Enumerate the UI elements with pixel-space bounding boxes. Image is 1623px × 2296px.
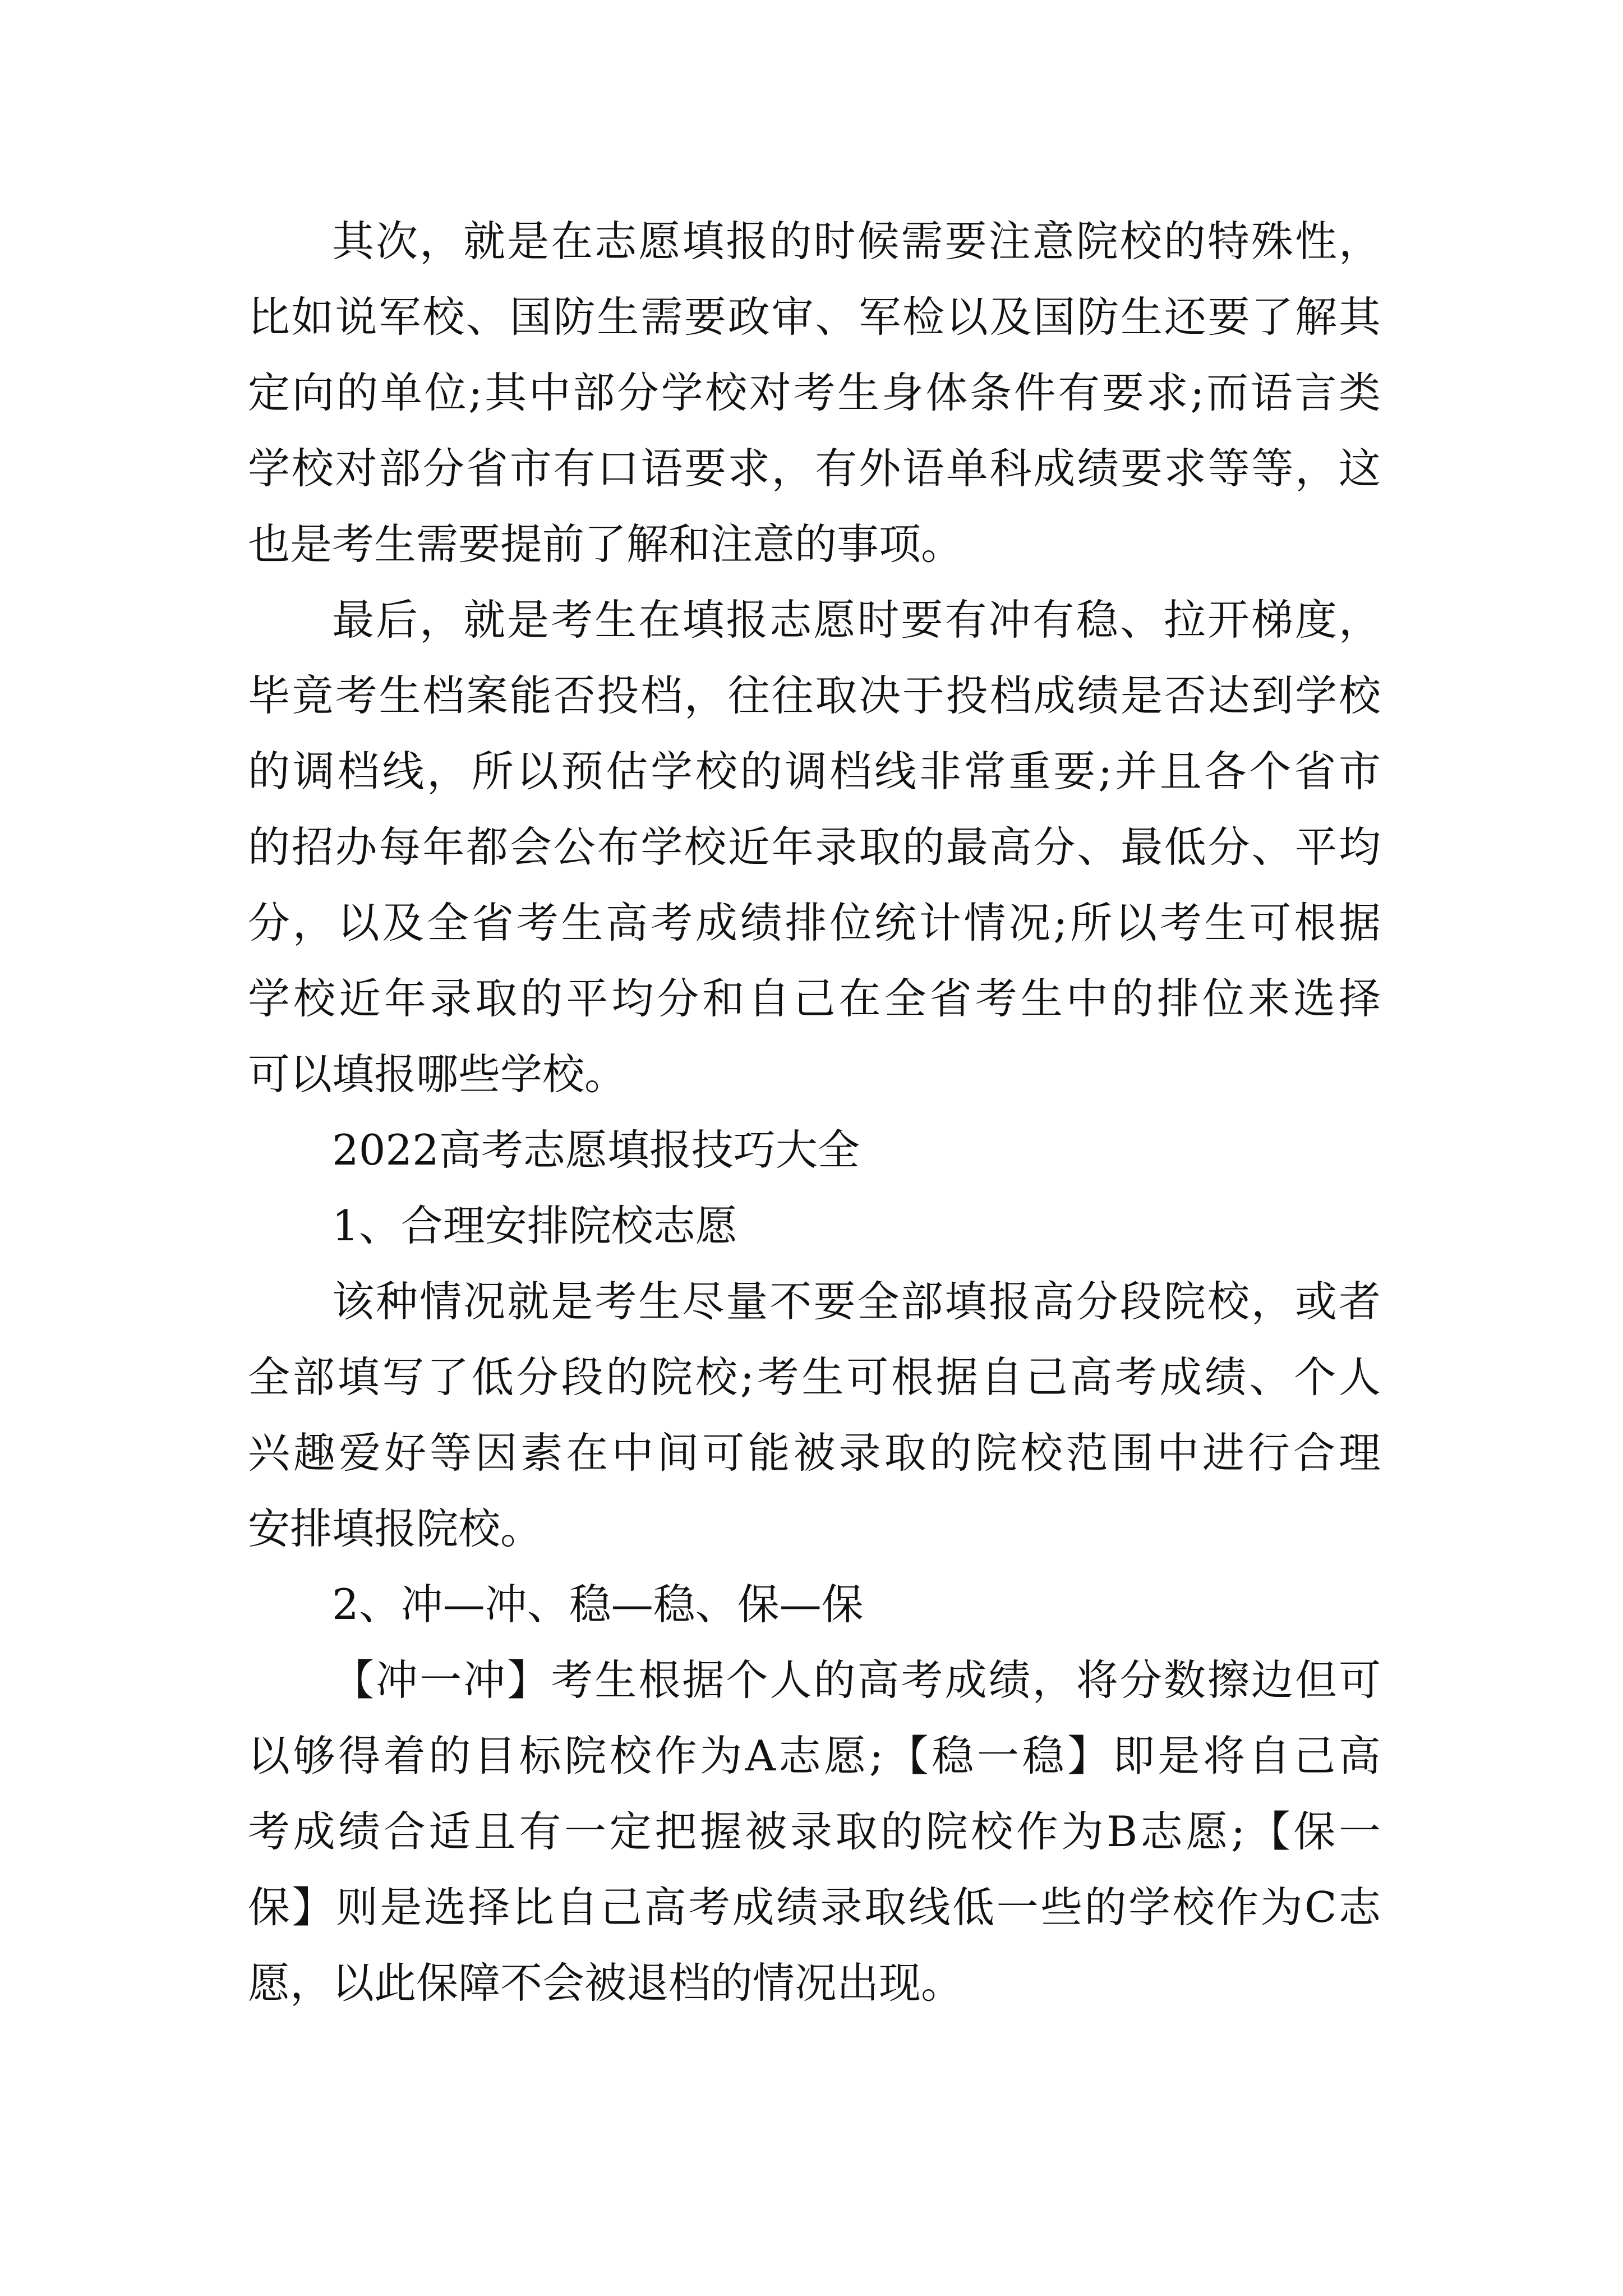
paragraph-line: 的调档线，所以预估学校的调档线非常重要;并且各个省市 <box>248 747 1381 796</box>
paragraph-line: 比如说军校、国防生需要政审、军检以及国防生还要了解其 <box>248 292 1381 342</box>
paragraph-line: 【冲一冲】考生根据个人的高考成绩，将分数擦边但可 <box>332 1655 1381 1705</box>
subsection-title: 2、冲—冲、稳—稳、保—保 <box>332 1580 864 1629</box>
paragraph-line: 也是考生需要提前了解和注意的事项。 <box>248 519 963 569</box>
paragraph-line: 该种情况就是考生尽量不要全部填报高分段院校，或者 <box>332 1277 1381 1326</box>
section-title: 2022高考志愿填报技巧大全 <box>332 1125 860 1175</box>
paragraph-line: 定向的单位;其中部分学校对考生身体条件有要求;而语言类 <box>248 368 1381 417</box>
paragraph-line: 全部填写了低分段的院校;考生可根据自己高考成绩、个人 <box>248 1352 1381 1402</box>
paragraph-line: 学校近年录取的平均分和自己在全省考生中的排位来选择 <box>248 974 1381 1023</box>
paragraph-line: 安排填报院校。 <box>248 1504 543 1553</box>
paragraph-line: 分，以及全省考生高考成绩排位统计情况;所以考生可根据 <box>248 898 1381 947</box>
paragraph-line: 考成绩合适且有一定把握被录取的院校作为B志愿;【保一 <box>248 1807 1381 1856</box>
paragraph-line: 学校对部分省市有口语要求，有外语单科成绩要求等等，这 <box>248 444 1381 493</box>
paragraph-line: 其次，就是在志愿填报的时候需要注意院校的特殊性， <box>332 217 1381 266</box>
paragraph-line: 的招办每年都会公布学校近年录取的最高分、最低分、平均 <box>248 822 1381 872</box>
paragraph-line: 最后，就是考生在填报志愿时要有冲有稳、拉开梯度， <box>332 595 1381 645</box>
paragraph-line: 以够得着的目标院校作为A志愿;【稳一稳】即是将自己高 <box>248 1731 1381 1780</box>
subsection-title: 1、合理安排院校志愿 <box>332 1201 737 1250</box>
paragraph-line: 可以填报哪些学校。 <box>248 1050 627 1099</box>
paragraph-line: 毕竟考生档案能否投档，往往取决于投档成绩是否达到学校 <box>248 671 1381 720</box>
paragraph-line: 保】则是选择比自己高考成绩录取线低一些的学校作为C志 <box>248 1883 1381 1932</box>
paragraph-line: 愿，以此保障不会被退档的情况出现。 <box>248 1958 963 2008</box>
paragraph-line: 兴趣爱好等因素在中间可能被录取的院校范围中进行合理 <box>248 1428 1381 1478</box>
